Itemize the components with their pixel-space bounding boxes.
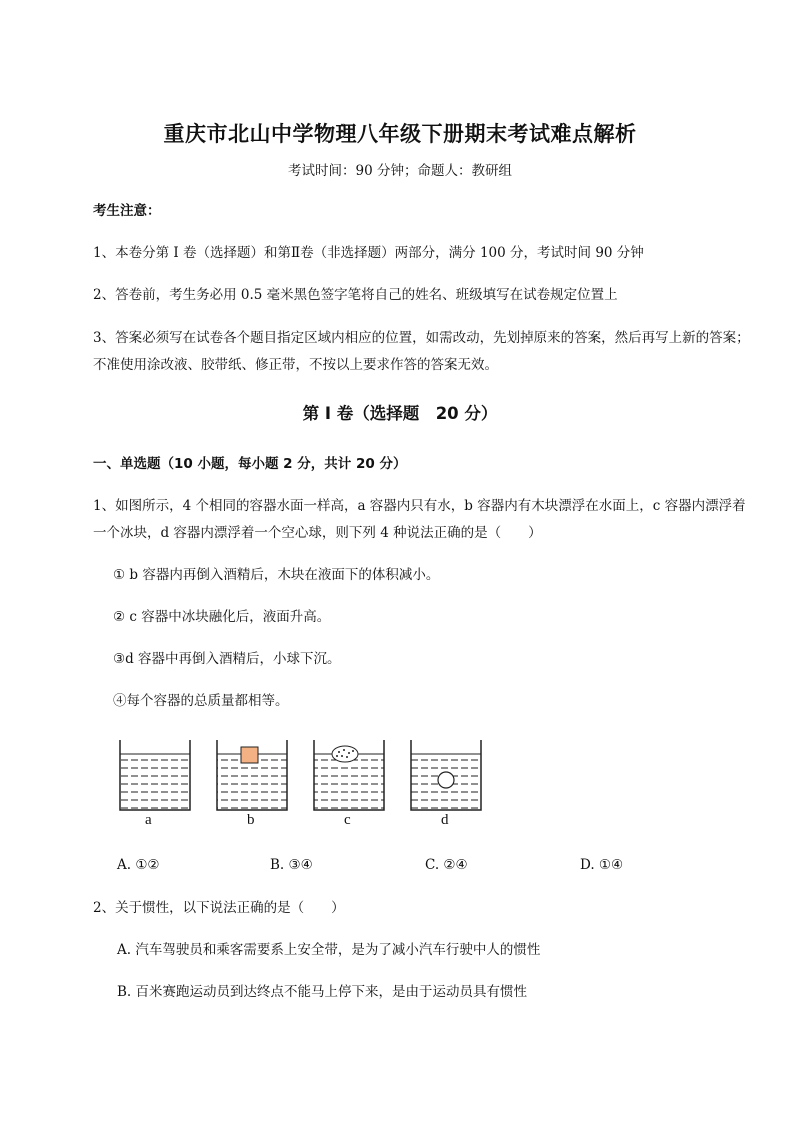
q1-statement-2: ② c 容器中冰块融化后，液面升高。 [113,609,331,625]
q1-option-b[interactable]: B. ③④ [270,857,313,873]
q1-statement-1: ① b 容器内再倒入酒精后，木块在液面下的体积减小。 [113,567,440,583]
notice-item-2: 2、答卷前，考生务必用 0.5 毫米黑色签字笔将自己的姓名、班级填写在试卷规定位置上 [93,287,618,303]
container-d [411,740,481,810]
question-2-stem: 2、关于惯性，以下说法正确的是（ ） [93,900,345,916]
question-1-stem: 1、如图所示，4 个相同的容器水面一样高，a 容器内只有水，b 容器内有木块漂浮在水面上，c 容器内漂浮着一个冰块，d 容器内漂浮着一个空心球，则下列 4 种说法正确的是（ ） [93,498,746,541]
q1-statement-3: ③d 容器中再倒入酒精后，小球下沉。 [113,651,341,667]
containers-figure [110,732,510,842]
notice-heading: 考生注意： [93,203,161,219]
notice-item-1: 1、本卷分第 I 卷（选择题）和第Ⅱ卷（非选择题）两部分，满分 100 分，考试时间 90 分钟 [93,245,644,261]
figure-label-c: c [344,812,351,828]
figure-label-d: d [441,812,449,828]
q2-option-b[interactable]: B. 百米赛跑运动员到达终点不能马上停下来，是由于运动员具有惯性 [117,984,528,1000]
q1-option-d[interactable]: D. ①④ [580,857,624,873]
section-title: 第 I 卷（选择题 20 分） [302,404,498,423]
container-b [217,740,287,810]
page-title: 重庆市北山中学物理八年级下册期末考试难点解析 [163,122,637,146]
q1-option-a[interactable]: A. ①② [117,857,160,873]
exam-info: 考试时间：90 分钟；命题人：教研组 [288,163,512,179]
figure-label-a: a [145,812,152,828]
q2-option-a[interactable]: A. 汽车驾驶员和乘客需要系上安全带，是为了减小汽车行驶中人的惯性 [117,942,541,958]
q1-statement-4: ④每个容器的总质量都相等。 [113,693,289,709]
part-heading: 一、单选题（10 小题，每小题 2 分，共计 20 分） [93,456,407,472]
notice-item-3: 3、答案必须写在试卷各个题目指定区域内相应的位置，如需改动，先划掉原来的答案，然后再写上新的答案；不准使用涂改液、胶带纸、修正带，不按以上要求作答的答案无效。 [93,330,750,373]
wood-block [241,747,258,763]
ice-block [332,746,358,762]
q1-option-c[interactable]: C. ②④ [425,857,468,873]
hollow-ball [438,772,454,788]
container-c [314,740,384,810]
figure-label-b: b [247,812,255,828]
container-a [120,740,190,810]
